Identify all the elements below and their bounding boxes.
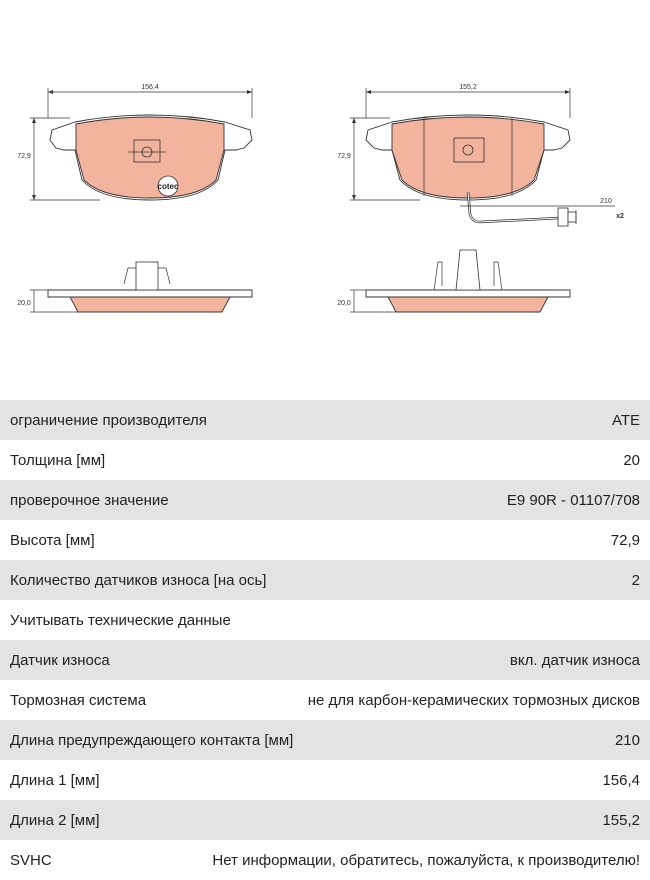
wear-sensor-connector-icon [558, 208, 568, 226]
spec-value: вкл. датчик износа [509, 651, 640, 669]
spec-label: SVHC [10, 851, 52, 869]
spec-row-svhc [0, 840, 650, 880]
sensor-count-label: x2 [616, 213, 624, 220]
cotec-logo-text: cotec [157, 182, 179, 191]
spec-label: Тормозная система [10, 691, 147, 709]
spec-label: Датчик износа [10, 651, 110, 669]
spec-label: ограничение производителя [10, 411, 207, 429]
spec-row-test-mark [0, 480, 650, 520]
spec-value: ATE [611, 411, 640, 429]
spec-value: 20 [623, 451, 640, 469]
spec-value: Нет информации, обратитесь, пожалуйста, к производителю! [212, 851, 640, 869]
left-pad-side-view [17, 262, 252, 312]
spec-value: 72,9 [610, 531, 640, 549]
spec-row-manufacturer-restriction [0, 400, 650, 440]
spec-row-length-2 [0, 800, 650, 840]
spec-value: не для карбон-керамических тормозных дисков [307, 691, 640, 709]
spec-value: 155,2 [602, 811, 640, 829]
specifications-table [0, 400, 650, 880]
right-thickness-label: 20,0 [337, 300, 351, 307]
spec-label: Длина 2 [мм] [10, 811, 100, 829]
spec-label: Учитывать технические данные [10, 611, 231, 629]
spec-value: 2 [631, 571, 640, 589]
spec-row-length-1 [0, 760, 650, 800]
brake-pad-technical-drawing [0, 0, 650, 400]
spec-row-warning-contact-length [0, 720, 650, 760]
right-height-label: 72,9 [337, 153, 351, 160]
spec-label: проверочное значение [10, 491, 169, 509]
spec-label: Толщина [мм] [10, 451, 106, 469]
spec-row-brake-system [0, 680, 650, 720]
spec-label: Количество датчиков износа [на ось] [10, 571, 267, 589]
left-pad-front-view [17, 84, 252, 200]
spec-label: Высота [мм] [10, 531, 95, 549]
spec-value: E9 90R - 01107/708 [506, 491, 640, 509]
sensor-length-label: 210 [600, 198, 612, 205]
right-length-label: 155,2 [459, 84, 477, 91]
left-height-label: 72,9 [17, 153, 31, 160]
spec-value: 156,4 [602, 771, 640, 789]
left-thickness-label: 20,0 [17, 300, 31, 307]
spec-row-height [0, 520, 650, 560]
spec-label: Длина предупреждающего контакта [мм] [10, 731, 294, 749]
spec-row-technical-data [0, 600, 650, 640]
spec-label: Длина 1 [мм] [10, 771, 100, 789]
spec-row-wear-sensor [0, 640, 650, 680]
spec-row-thickness [0, 440, 650, 480]
left-length-label: 156,4 [141, 84, 159, 91]
right-pad-front-view [337, 84, 624, 226]
spec-row-wear-sensor-count [0, 560, 650, 600]
right-pad-side-view [337, 250, 570, 312]
spec-value: 210 [614, 731, 640, 749]
